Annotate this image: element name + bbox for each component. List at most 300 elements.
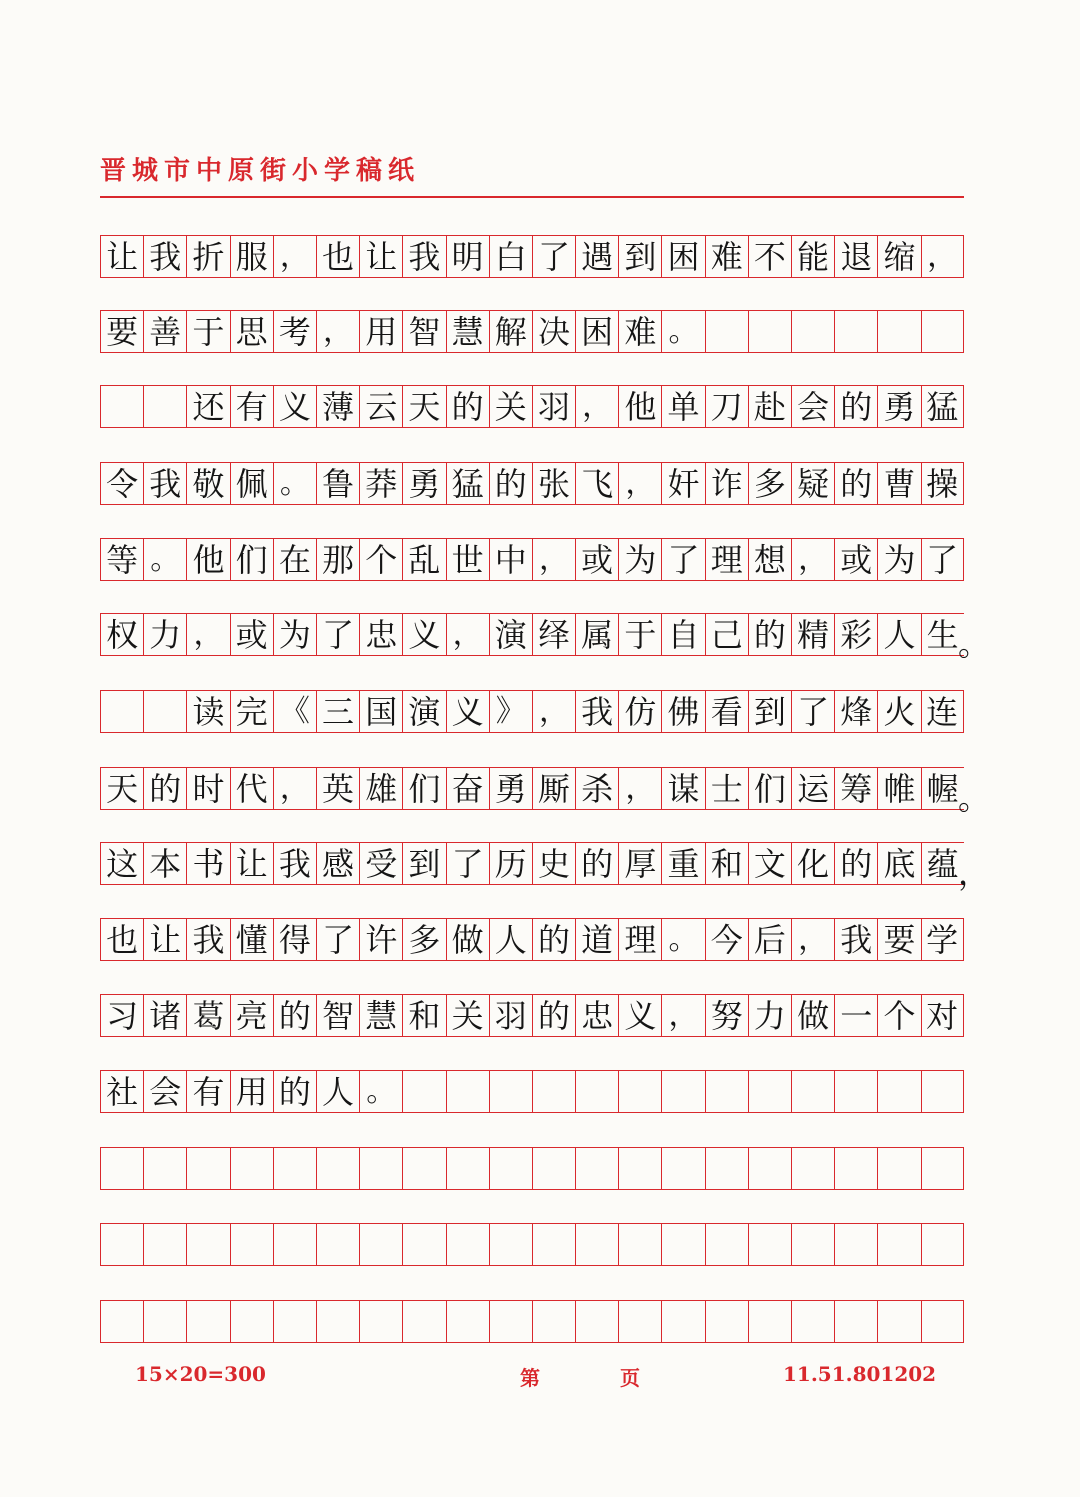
grid-cell: 努	[705, 994, 748, 1037]
grid-cell: 运	[791, 767, 834, 810]
grid-cell	[230, 1147, 273, 1190]
grid-cell: 遇	[575, 235, 618, 278]
grid-cell: 了	[921, 538, 964, 581]
grid-cell	[661, 1223, 704, 1266]
grid-cell: 人	[316, 1070, 359, 1113]
grid-cell: 勇	[489, 767, 532, 810]
grid-cell: 人	[489, 918, 532, 961]
grid-cell: 一	[834, 994, 877, 1037]
grid-cell: 今	[705, 918, 748, 961]
grid-cell: ，	[186, 613, 229, 656]
grid-cell: 能	[791, 235, 834, 278]
grid-cell	[402, 1147, 445, 1190]
grid-cell	[618, 1070, 661, 1113]
grid-cell: 。	[143, 538, 186, 581]
grid-cell	[748, 310, 791, 353]
grid-cell: 连	[921, 690, 964, 733]
grid-cell: 忠	[359, 613, 402, 656]
grid-cell: 厚	[618, 842, 661, 885]
grid-cell: 们	[402, 767, 445, 810]
grid-cell: 我	[273, 842, 316, 885]
grid-cell: 难	[618, 310, 661, 353]
grid-cell: 勇	[877, 385, 920, 428]
grid-cell: 彩	[834, 613, 877, 656]
grid-cell: 云	[359, 385, 402, 428]
grid-cell	[446, 1070, 489, 1113]
grid-cell: 世	[446, 538, 489, 581]
grid-cell: 三	[316, 690, 359, 733]
grid-cell	[532, 1147, 575, 1190]
grid-row	[100, 385, 964, 428]
grid-cell: ，	[661, 994, 704, 1037]
grid-cell: 令	[100, 462, 143, 505]
grid-cell	[489, 1300, 532, 1343]
grid-cell: 白	[489, 235, 532, 278]
grid-cell: 杀	[575, 767, 618, 810]
grid-cell	[877, 1147, 920, 1190]
grid-cell	[748, 1223, 791, 1266]
grid-cell	[359, 1300, 402, 1343]
grid-cell	[705, 1223, 748, 1266]
grid-cell: 的	[489, 462, 532, 505]
grid-cell: 幄	[921, 767, 964, 810]
grid-cell: 天	[402, 385, 445, 428]
grid-cell	[705, 310, 748, 353]
grid-cell: 。	[661, 310, 704, 353]
grid-cell: 关	[446, 994, 489, 1037]
grid-cell: 道	[575, 918, 618, 961]
grid-cell: 这	[100, 842, 143, 885]
grid-row	[100, 994, 964, 1037]
grid-cell	[791, 1070, 834, 1113]
grid-cell: 明	[446, 235, 489, 278]
grid-cell: 对	[921, 994, 964, 1037]
grid-cell: 绎	[532, 613, 575, 656]
grid-cell: 权	[100, 613, 143, 656]
grid-cell: 张	[532, 462, 575, 505]
grid-cell: 慧	[359, 994, 402, 1037]
grid-cell: 那	[316, 538, 359, 581]
grid-cell: 做	[791, 994, 834, 1037]
grid-cell: ，	[446, 613, 489, 656]
grid-cell	[575, 1147, 618, 1190]
grid-cell: 了	[316, 918, 359, 961]
grid-cell: 猛	[921, 385, 964, 428]
grid-row	[100, 842, 991, 892]
grid-cell: 个	[359, 538, 402, 581]
grid-cell: 奸	[661, 462, 704, 505]
grid-cell: 受	[359, 842, 402, 885]
grid-cell: ，	[618, 462, 661, 505]
paper-footer	[0, 1362, 1080, 1392]
grid-cell: 属	[575, 613, 618, 656]
grid-cell: 的	[143, 767, 186, 810]
grid-cell: 他	[186, 538, 229, 581]
grid-cell	[143, 385, 186, 428]
grid-cell	[921, 1223, 964, 1266]
grid-cell: 本	[143, 842, 186, 885]
grid-cell	[273, 1223, 316, 1266]
grid-cell	[834, 1070, 877, 1113]
grid-cell	[791, 1147, 834, 1190]
grid-cell: 亮	[230, 994, 273, 1037]
grid-cell: 不	[748, 235, 791, 278]
page-label-suffix: 页	[620, 1366, 640, 1390]
grid-cell	[575, 1223, 618, 1266]
grid-cell	[921, 1300, 964, 1343]
grid-cell: 化	[791, 842, 834, 885]
grid-cell: 火	[877, 690, 920, 733]
grid-cell: 羽	[532, 385, 575, 428]
grid-cell: 让	[359, 235, 402, 278]
grid-cell	[921, 310, 964, 353]
grid-cell: 的	[446, 385, 489, 428]
overflow-punctuation: 。	[958, 625, 991, 663]
grid-cell: ，	[273, 235, 316, 278]
grid-cell: 感	[316, 842, 359, 885]
header-rule	[100, 196, 964, 198]
grid-cell: 人	[877, 613, 920, 656]
grid-row	[100, 767, 991, 817]
grid-cell: 力	[748, 994, 791, 1037]
grid-cell: 社	[100, 1070, 143, 1113]
grid-cell	[402, 1070, 445, 1113]
grid-cell: 也	[100, 918, 143, 961]
grid-cell: 帷	[877, 767, 920, 810]
grid-cell: 慧	[446, 310, 489, 353]
grid-cell	[402, 1300, 445, 1343]
grid-cell: 时	[186, 767, 229, 810]
grid-cell: 谋	[661, 767, 704, 810]
grid-row	[100, 538, 964, 581]
grid-cell: 佛	[661, 690, 704, 733]
overflow-punctuation: 。	[958, 779, 991, 817]
grid-cell: 智	[316, 994, 359, 1037]
grid-cell: 决	[532, 310, 575, 353]
grid-row	[100, 462, 964, 505]
grid-cell: 后	[748, 918, 791, 961]
grid-cell: 许	[359, 918, 402, 961]
grid-cell: 我	[402, 235, 445, 278]
grid-cell	[618, 1147, 661, 1190]
grid-cell: 勇	[402, 462, 445, 505]
grid-cell: ，	[618, 767, 661, 810]
grid-cell	[100, 1147, 143, 1190]
grid-cell: 文	[748, 842, 791, 885]
grid-cell: 和	[402, 994, 445, 1037]
grid-cell: 诸	[143, 994, 186, 1037]
grid-row	[100, 235, 964, 278]
grid-row	[100, 1300, 964, 1343]
grid-cell: 的	[834, 842, 877, 885]
grid-cell: 在	[273, 538, 316, 581]
grid-cell: 考	[273, 310, 316, 353]
grid-cell	[921, 1147, 964, 1190]
form-code: 11.51.801202	[783, 1362, 937, 1386]
grid-cell	[402, 1223, 445, 1266]
grid-cell: 诈	[705, 462, 748, 505]
grid-cell: 让	[100, 235, 143, 278]
grid-cell: 猛	[446, 462, 489, 505]
grid-cell	[575, 1300, 618, 1343]
grid-cell: 的	[748, 613, 791, 656]
grid-cell: 智	[402, 310, 445, 353]
grid-cell: 己	[705, 613, 748, 656]
grid-cell: 退	[834, 235, 877, 278]
grid-cell: 了	[791, 690, 834, 733]
grid-cell: 到	[748, 690, 791, 733]
grid-cell	[661, 1147, 704, 1190]
grid-cell	[100, 1223, 143, 1266]
grid-cell	[834, 310, 877, 353]
grid-cell: 的	[834, 385, 877, 428]
grid-cell: 多	[748, 462, 791, 505]
grid-cell: 仿	[618, 690, 661, 733]
grid-cell: 为	[618, 538, 661, 581]
grid-cell: 乱	[402, 538, 445, 581]
grid-cell	[489, 1147, 532, 1190]
grid-cell: 葛	[186, 994, 229, 1037]
grid-cell: 缩	[877, 235, 920, 278]
grid-cell: 我	[143, 462, 186, 505]
grid-cell: ，	[316, 310, 359, 353]
grid-cell: 蕴	[921, 842, 964, 885]
grid-cell	[748, 1070, 791, 1113]
grid-cell	[834, 1300, 877, 1343]
grid-row	[100, 1223, 964, 1266]
grid-cell: 了	[446, 842, 489, 885]
grid-cell: 理	[618, 918, 661, 961]
grid-cell: 》	[489, 690, 532, 733]
grid-cell	[748, 1147, 791, 1190]
grid-cell	[705, 1300, 748, 1343]
grid-cell: 还	[186, 385, 229, 428]
grid-row	[100, 918, 964, 961]
grid-cell: 于	[618, 613, 661, 656]
grid-cell	[532, 1223, 575, 1266]
grid-cell: 为	[877, 538, 920, 581]
grid-cell: 也	[316, 235, 359, 278]
grid-cell: 们	[748, 767, 791, 810]
grid-cell	[186, 1300, 229, 1343]
grid-cell: 习	[100, 994, 143, 1037]
grid-cell: 史	[532, 842, 575, 885]
grid-cell	[705, 1070, 748, 1113]
grid-cell	[532, 1300, 575, 1343]
grid-spec: 15×20=300	[135, 1362, 266, 1386]
grid-cell: ，	[791, 538, 834, 581]
grid-cell: 关	[489, 385, 532, 428]
grid-cell: 的	[273, 994, 316, 1037]
grid-cell: 重	[661, 842, 704, 885]
grid-cell	[100, 1300, 143, 1343]
grid-cell	[186, 1147, 229, 1190]
grid-cell: 了	[532, 235, 575, 278]
grid-cell: 单	[661, 385, 704, 428]
grid-cell: 会	[791, 385, 834, 428]
grid-cell	[834, 1147, 877, 1190]
grid-cell: 理	[705, 538, 748, 581]
grid-cell	[791, 1223, 834, 1266]
grid-cell: 会	[143, 1070, 186, 1113]
grid-cell	[618, 1223, 661, 1266]
grid-cell: 书	[186, 842, 229, 885]
grid-cell: 或	[834, 538, 877, 581]
grid-cell: 。	[273, 462, 316, 505]
grid-cell: 或	[575, 538, 618, 581]
grid-cell: 国	[359, 690, 402, 733]
grid-row	[100, 690, 964, 733]
grid-cell: 读	[186, 690, 229, 733]
grid-cell	[446, 1147, 489, 1190]
grid-cell: 鲁	[316, 462, 359, 505]
grid-cell	[921, 1070, 964, 1113]
grid-cell: 《	[273, 690, 316, 733]
grid-cell	[359, 1223, 402, 1266]
page-label-prefix: 第	[520, 1366, 540, 1390]
grid-cell: 难	[705, 235, 748, 278]
grid-cell: 完	[230, 690, 273, 733]
grid-cell: 个	[877, 994, 920, 1037]
grid-cell: 于	[186, 310, 229, 353]
grid-cell: 天	[100, 767, 143, 810]
grid-cell	[100, 385, 143, 428]
grid-cell: 义	[402, 613, 445, 656]
grid-row	[100, 1147, 964, 1190]
grid-cell: 或	[230, 613, 273, 656]
grid-cell	[661, 1070, 704, 1113]
grid-cell: 学	[921, 918, 964, 961]
grid-cell: 用	[230, 1070, 273, 1113]
grid-cell: 多	[402, 918, 445, 961]
grid-cell: 到	[402, 842, 445, 885]
grid-cell: 的	[834, 462, 877, 505]
grid-cell: 用	[359, 310, 402, 353]
grid-cell	[143, 1300, 186, 1343]
grid-cell: 义	[618, 994, 661, 1037]
grid-cell	[791, 1300, 834, 1343]
grid-cell	[446, 1300, 489, 1343]
grid-cell: 飞	[575, 462, 618, 505]
grid-cell: 历	[489, 842, 532, 885]
grid-cell: 得	[273, 918, 316, 961]
grid-cell: 演	[489, 613, 532, 656]
grid-cell: 自	[661, 613, 704, 656]
grid-cell: 操	[921, 462, 964, 505]
grid-cell: 我	[575, 690, 618, 733]
grid-cell: 了	[316, 613, 359, 656]
grid-cell: 厮	[532, 767, 575, 810]
grid-cell	[186, 1223, 229, 1266]
grid-cell: ，	[532, 690, 575, 733]
grid-cell: 我	[143, 235, 186, 278]
grid-cell: 义	[446, 690, 489, 733]
grid-cell	[791, 310, 834, 353]
grid-cell: 看	[705, 690, 748, 733]
grid-cell: 莽	[359, 462, 402, 505]
grid-cell	[834, 1223, 877, 1266]
grid-cell: 中	[489, 538, 532, 581]
grid-cell	[100, 690, 143, 733]
grid-cell	[143, 690, 186, 733]
grid-cell	[230, 1223, 273, 1266]
grid-cell: 的	[532, 918, 575, 961]
grid-cell: 佩	[230, 462, 273, 505]
paper-header-title: 晋城市中原街小学稿纸	[100, 156, 421, 186]
grid-cell: 和	[705, 842, 748, 885]
grid-cell: 的	[532, 994, 575, 1037]
grid-cell: 思	[230, 310, 273, 353]
grid-cell	[661, 1300, 704, 1343]
grid-cell	[230, 1300, 273, 1343]
grid-cell	[316, 1300, 359, 1343]
grid-cell: 为	[273, 613, 316, 656]
grid-cell: ，	[532, 538, 575, 581]
grid-cell	[877, 310, 920, 353]
grid-cell	[705, 1147, 748, 1190]
grid-cell: 雄	[359, 767, 402, 810]
grid-cell	[316, 1147, 359, 1190]
grid-cell: 有	[230, 385, 273, 428]
grid-cell: 懂	[230, 918, 273, 961]
grid-cell: 我	[834, 918, 877, 961]
grid-cell: 到	[618, 235, 661, 278]
grid-cell: 解	[489, 310, 532, 353]
grid-cell	[489, 1223, 532, 1266]
grid-cell: 等	[100, 538, 143, 581]
grid-cell: ，	[273, 767, 316, 810]
grid-cell: 要	[877, 918, 920, 961]
grid-cell	[877, 1300, 920, 1343]
grid-cell	[748, 1300, 791, 1343]
grid-cell	[446, 1223, 489, 1266]
grid-cell: 疑	[791, 462, 834, 505]
grid-cell	[532, 1070, 575, 1113]
grid-cell	[618, 1300, 661, 1343]
grid-cell: 曹	[877, 462, 920, 505]
grid-cell	[273, 1147, 316, 1190]
grid-cell: 善	[143, 310, 186, 353]
grid-cell: 让	[143, 918, 186, 961]
grid-cell: 他	[618, 385, 661, 428]
grid-cell: 我	[186, 918, 229, 961]
grid-cell: 敬	[186, 462, 229, 505]
grid-cell: 了	[661, 538, 704, 581]
grid-cell	[143, 1223, 186, 1266]
grid-cell: 。	[661, 918, 704, 961]
grid-row	[100, 310, 964, 353]
grid-cell	[359, 1147, 402, 1190]
grid-cell: 让	[230, 842, 273, 885]
grid-cell	[877, 1223, 920, 1266]
grid-cell: 要	[100, 310, 143, 353]
grid-cell: 义	[273, 385, 316, 428]
grid-cell: 困	[661, 235, 704, 278]
grid-cell: ，	[791, 918, 834, 961]
grid-cell: 的	[273, 1070, 316, 1113]
grid-cell: 薄	[316, 385, 359, 428]
grid-cell: 奋	[446, 767, 489, 810]
grid-cell: 刀	[705, 385, 748, 428]
grid-cell: 士	[705, 767, 748, 810]
grid-cell	[143, 1147, 186, 1190]
grid-cell: 羽	[489, 994, 532, 1037]
grid-cell: ，	[921, 235, 964, 278]
grid-cell: 有	[186, 1070, 229, 1113]
grid-cell: 烽	[834, 690, 877, 733]
grid-cell	[316, 1223, 359, 1266]
grid-row	[100, 1070, 964, 1113]
